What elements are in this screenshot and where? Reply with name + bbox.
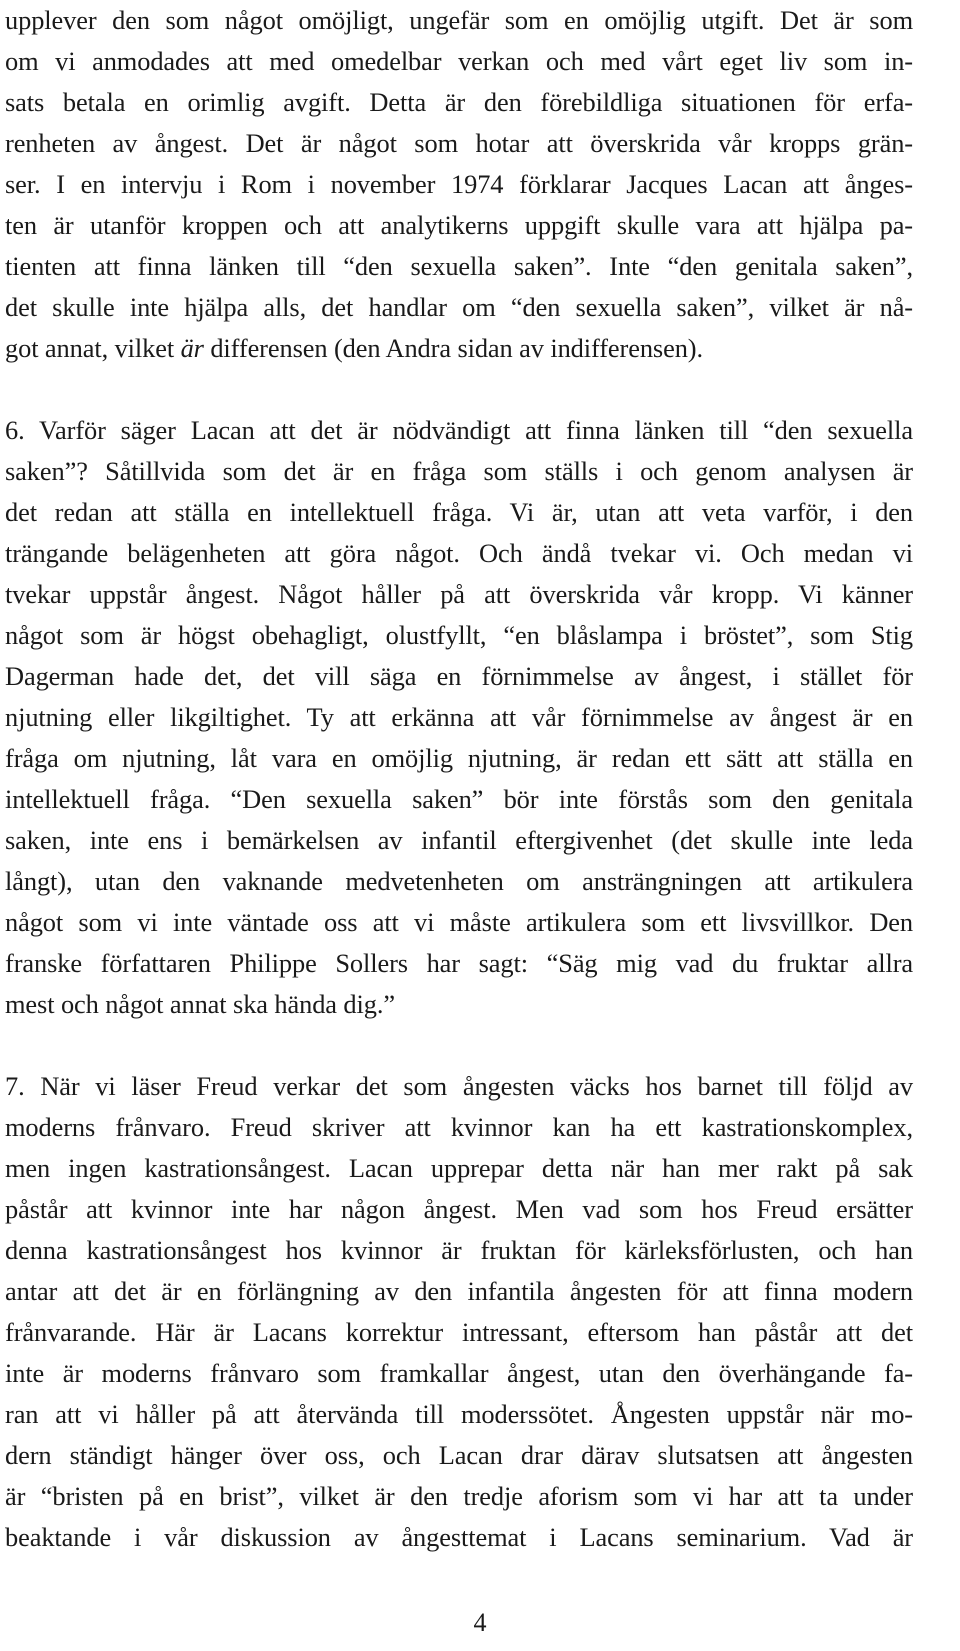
paragraph-spacer [5, 369, 913, 410]
text-line: saken, inte ens i bemärkelsen av infantil eftergivenhet (det skulle inte leda [5, 825, 913, 855]
text-line: långt), utan den vaknande medvetenheten om ansträngningen att artikulera [5, 866, 913, 896]
text-line [5, 328, 913, 369]
text-line: något som vi inte väntade oss att vi måste artikulera som ett livsvillkor. Den [5, 907, 913, 937]
paragraph-continuation [5, 0, 913, 369]
document-page [5, 0, 913, 1558]
emphasis-text: är [180, 333, 204, 363]
text-line: något som är högst obehagligt, olustfyllt, “en blåslampa i bröstet”, som Stig [5, 620, 913, 650]
paragraph-section-6 [5, 410, 913, 1025]
text-line: om vi anmodades att med omedelbar verkan och med vårt eget liv som in- [5, 46, 913, 76]
text-line: påstår att kvinnor inte har någon ångest. Men vad som hos Freud ersätter [5, 1194, 913, 1224]
text-line: franske författaren Philippe Sollers har sagt: “Säg mig vad du fruktar allra [5, 948, 913, 978]
text-line: ran att vi håller på att återvända till moderssötet. Ångesten uppstår när mo- [5, 1399, 913, 1429]
text-line: fråga om njutning, låt vara en omöjlig njutning, är redan ett sätt att ställa en [5, 743, 913, 773]
text-line: upplever den som något omöjligt, ungefär som en omöjlig utgift. Det är som [5, 5, 913, 35]
text-line: mest och något annat ska hända dig.” [5, 989, 395, 1019]
text-line: renheten av ångest. Det är något som hotar att överskrida vår kropps grän- [5, 128, 913, 158]
text-line: saken”? Såtillvida som det är en fråga som ställs i och genom analysen är [5, 456, 913, 486]
text-line: inte är moderns frånvaro som framkallar ångest, utan den överhängande fa- [5, 1358, 913, 1388]
text-line: 7. När vi läser Freud verkar det som ångesten väcks hos barnet till följd av [5, 1071, 913, 1101]
text-run: got annat, vilket [5, 333, 181, 363]
text-line: det redan att ställa en intellektuell fråga. Vi är, utan att veta varför, i den [5, 497, 913, 527]
text-line: dern ständigt hänger över oss, och Lacan drar därav slutsatsen att ångesten [5, 1440, 913, 1470]
text-line: ser. I en intervju i Rom i november 1974 förklarar Jacques Lacan att ånges- [5, 169, 913, 199]
paragraph-spacer [5, 1025, 913, 1066]
page-number: 4 [473, 1608, 487, 1637]
text-line: antar att det är en förlängning av den infantila ångesten för att finna modern [5, 1276, 913, 1306]
text-line: 6. Varför säger Lacan att det är nödvändigt att finna länken till “den sexuella [5, 415, 913, 445]
text-line: trängande belägenheten att göra något. Och ändå tvekar vi. Och medan vi [5, 538, 913, 568]
text-line: tienten att finna länken till “den sexuella saken”. Inte “den genitala saken”, [5, 251, 913, 281]
text-line: men ingen kastrationsångest. Lacan upprepar detta när han mer rakt på sak [5, 1153, 913, 1183]
text-line: det skulle inte hjälpa alls, det handlar om “den sexuella saken”, vilket är nå- [5, 292, 913, 322]
text-line: ten är utanför kroppen och att analytikerns uppgift skulle vara att hjälpa pa- [5, 210, 913, 240]
text-line: njutning eller likgiltighet. Ty att erkänna att vår förnimmelse av ångest är en [5, 702, 913, 732]
paragraph-section-7 [5, 1066, 913, 1558]
text-run: differensen (den Andra sidan av indifferensen). [203, 333, 703, 363]
text-line: Dagerman hade det, det vill säga en förnimmelse av ångest, i stället för [5, 661, 913, 691]
text-line: sats betala en orimlig avgift. Detta är den förebildliga situationen för erfa- [5, 87, 913, 117]
text-line: intellektuell fråga. “Den sexuella saken” bör inte förstås som den genitala [5, 784, 913, 814]
text-line: beaktande i vår diskussion av ångesttemat i Lacans seminarium. Vad är [5, 1522, 913, 1552]
text-line: är “bristen på en brist”, vilket är den tredje aforism som vi har att ta under [5, 1481, 913, 1511]
text-line: frånvarande. Här är Lacans korrektur intressant, eftersom han påstår att det [5, 1317, 913, 1347]
text-line: tvekar uppstår ångest. Något håller på att överskrida vår kropp. Vi känner [5, 579, 913, 609]
text-line: moderns frånvaro. Freud skriver att kvinnor kan ha ett kastrationskomplex, [5, 1112, 913, 1142]
text-line: denna kastrationsångest hos kvinnor är fruktan för kärleksförlusten, och han [5, 1235, 913, 1265]
